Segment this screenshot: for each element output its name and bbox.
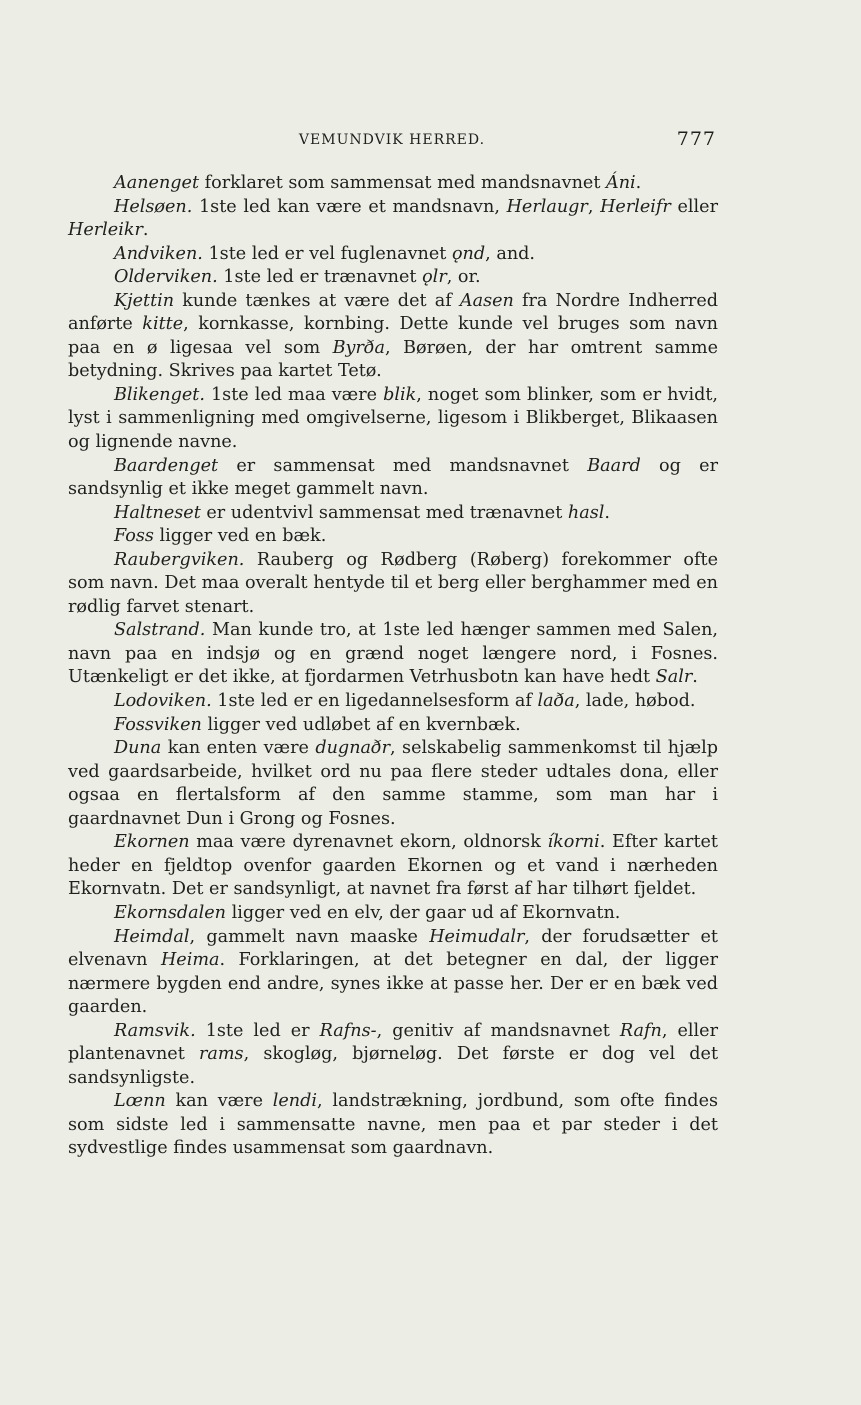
- entry-paragraph: [68, 243, 718, 267]
- italic-term: hasl: [567, 502, 605, 523]
- italic-term: ǫlr: [422, 267, 447, 288]
- text-run: ligger ved en elv, der gaar ud af Ekornvatn.: [226, 902, 621, 923]
- italic-term: Foss: [114, 526, 154, 547]
- text-run: kunde tænkes at være det af: [174, 290, 460, 311]
- italic-term: Baardenget: [114, 455, 219, 476]
- italic-term: Haltneset: [114, 502, 201, 523]
- italic-term: Aanenget: [114, 173, 200, 193]
- entry-paragraph: [68, 266, 718, 290]
- entry-paragraph: [68, 455, 718, 502]
- running-head: VEMUNDVIK HERRED.: [298, 132, 486, 148]
- italic-term: blik: [383, 384, 417, 405]
- italic-term: Heimudalr: [429, 926, 525, 947]
- text-run: forklaret som sammensat med mandsnavnet: [199, 173, 606, 193]
- entry-paragraph: [68, 831, 718, 902]
- entry-paragraph: [68, 1020, 718, 1091]
- text-run: .: [692, 667, 698, 688]
- italic-term: Lœnn: [114, 1091, 166, 1112]
- text-run: Man kunde tro, at 1ste led hænger sammen med Salen, navn paa en indsjø og en grænd noget længere nord, i Fosnes. Utænkeligt er det ikke, at fjordarmen Vetrhusbotn kan have hedt: [68, 620, 718, 688]
- italic-term: laða: [537, 691, 575, 712]
- italic-term: Salstrand.: [114, 620, 206, 641]
- italic-term: Baard: [587, 455, 641, 476]
- text-run: , der forudsætter et elvenavn: [68, 926, 718, 971]
- text-run: 1ste led er: [195, 1020, 320, 1041]
- text-run: , and.: [485, 243, 536, 264]
- italic-term: Herleikr: [68, 220, 143, 241]
- text-run: , noget som blinker, som er hvidt, lyst i sammenligning med omgivelserne, ligesom i Blikberget, Blikaasen og lignende navne.: [68, 384, 718, 453]
- text-run: , kornkasse, kornbing. Dette kunde vel bruges som navn paa en ø ligesaa vel som: [68, 314, 718, 358]
- text-run: maa være dyrenavnet ekorn, oldnorsk: [189, 832, 548, 853]
- text-run: 1ste led kan være et mandsnavn,: [192, 196, 507, 217]
- entry-paragraph: [68, 549, 718, 620]
- text-run: ligger ved udløbet af en kvernbæk.: [201, 714, 521, 735]
- italic-term: íkorni: [547, 832, 600, 853]
- italic-term: Raubergviken.: [114, 549, 245, 570]
- text-run: , eller plantenavnet: [68, 1020, 718, 1065]
- italic-term: lendi: [272, 1091, 318, 1112]
- text-run: kan være: [165, 1091, 273, 1112]
- entry-paragraph: [68, 384, 718, 455]
- text-run: . Forklaringen, at det betegner en dal, der ligger nærmere bygden end andre, synes ikke at passe her. Der er en bæk ved gaarden.: [68, 950, 718, 1018]
- text-run: , gammelt navn maaske: [189, 926, 430, 947]
- text-run: er udentvivl sammensat med trænavnet: [200, 502, 568, 523]
- italic-term: Heimdal: [114, 926, 190, 947]
- text-run: 1ste led maa være: [204, 384, 384, 405]
- italic-term: Ekornen: [114, 832, 190, 853]
- italic-term: Ekornsdalen: [114, 902, 226, 923]
- italic-term: Herleifr: [600, 196, 671, 217]
- italic-term: Ramsvik.: [114, 1020, 196, 1041]
- italic-term: rams: [198, 1044, 244, 1065]
- entry-paragraph: [68, 172, 718, 196]
- entry-paragraph: [68, 902, 718, 926]
- italic-term: Rafn: [619, 1020, 662, 1041]
- entry-paragraph: [68, 525, 718, 549]
- text-run: kan enten være: [161, 738, 316, 759]
- text-run: 1ste led er en ligedannelsesform af: [211, 691, 538, 712]
- text-run: , skogløg, bjørneløg. Det første er dog vel det sandsynligste.: [68, 1044, 719, 1088]
- italic-term: Fossviken: [114, 714, 202, 735]
- text-run: 1ste led er trænavnet: [217, 267, 423, 288]
- italic-term: kitte: [142, 314, 184, 335]
- italic-term: Áni: [606, 173, 636, 193]
- italic-term: dugnaðr: [315, 738, 391, 759]
- entry-paragraph: [68, 502, 718, 526]
- page-number: 777: [676, 128, 716, 150]
- italic-term: Olderviken.: [114, 267, 218, 288]
- text-run: og er sandsynlig et ikke meget gammelt navn.: [68, 455, 718, 500]
- page-header: [68, 128, 716, 154]
- entry-paragraph: [68, 690, 718, 714]
- text-run: , lade, høbod.: [574, 691, 696, 712]
- entry-paragraph: [68, 737, 718, 831]
- text-run: ligger ved en bæk.: [153, 526, 327, 547]
- italic-term: Aasen: [459, 290, 514, 311]
- italic-term: Duna: [114, 738, 162, 759]
- italic-term: ǫnd: [451, 243, 486, 264]
- italic-term: Rafns-: [319, 1020, 377, 1041]
- text-run: Rauberg og Rødberg (Røberg) forekommer ofte som navn. Det maa overalt hentyde til et berg eller berghammer med en rødlig farvet stenart.: [68, 549, 718, 617]
- italic-term: Salr: [655, 667, 693, 688]
- italic-term: Kjettin: [114, 290, 175, 311]
- entry-paragraph: [68, 619, 718, 690]
- italic-term: Heima: [160, 950, 220, 971]
- text-run: , landstrækning, jordbund, som ofte findes som sidste led i sammensatte navne, men paa et par steder i det sydvestlige findes usammensat som gaardnavn.: [68, 1091, 719, 1159]
- entry-paragraph: [68, 290, 718, 384]
- entry-paragraph: [68, 714, 718, 738]
- italic-term: Helsøen.: [114, 196, 193, 217]
- italic-term: Herlaugr: [506, 196, 588, 217]
- italic-term: Andviken.: [114, 243, 203, 264]
- text-run: , or.: [446, 267, 481, 288]
- entry-paragraph: [68, 1090, 718, 1161]
- text-run: ,: [587, 196, 601, 217]
- text-run: . Efter kartet heder en fjeldtop ovenfor gaarden Ekornen og et vand i nærheden Ekornvatn. Det er sandsynligt, at navnet fra først af har tilhørt fjeldet.: [68, 832, 719, 900]
- italic-term: Lodoviken.: [114, 691, 212, 712]
- text-run: .: [635, 173, 642, 193]
- body-text: [68, 172, 718, 1161]
- italic-term: Byrða: [332, 337, 385, 358]
- text-run: .: [142, 220, 149, 241]
- entry-paragraph: [68, 926, 718, 1020]
- text-run: .: [604, 502, 610, 523]
- text-run: eller: [670, 196, 718, 217]
- text-run: , genitiv af mandsnavnet: [376, 1020, 620, 1041]
- text-run: er sammensat med mandsnavnet: [218, 455, 588, 476]
- entry-paragraph: [68, 196, 718, 243]
- text-run: 1ste led er vel fuglenavnet: [202, 243, 452, 264]
- italic-term: Blikenget.: [114, 384, 205, 405]
- text-run: , Børøen, der har omtrent samme betydning. Skrives paa kartet Tetø.: [68, 337, 718, 382]
- text-run: , selskabelig sammenkomst til hjælp ved gaardsarbeide, hvilket ord nu paa flere steder udtales dona, eller ogsaa en flertalsform af den samme stamme, som man har i gaardnavnet Dun i Grong og Fosnes.: [68, 738, 718, 829]
- text-run: fra Nordre Indherred anførte: [68, 290, 718, 335]
